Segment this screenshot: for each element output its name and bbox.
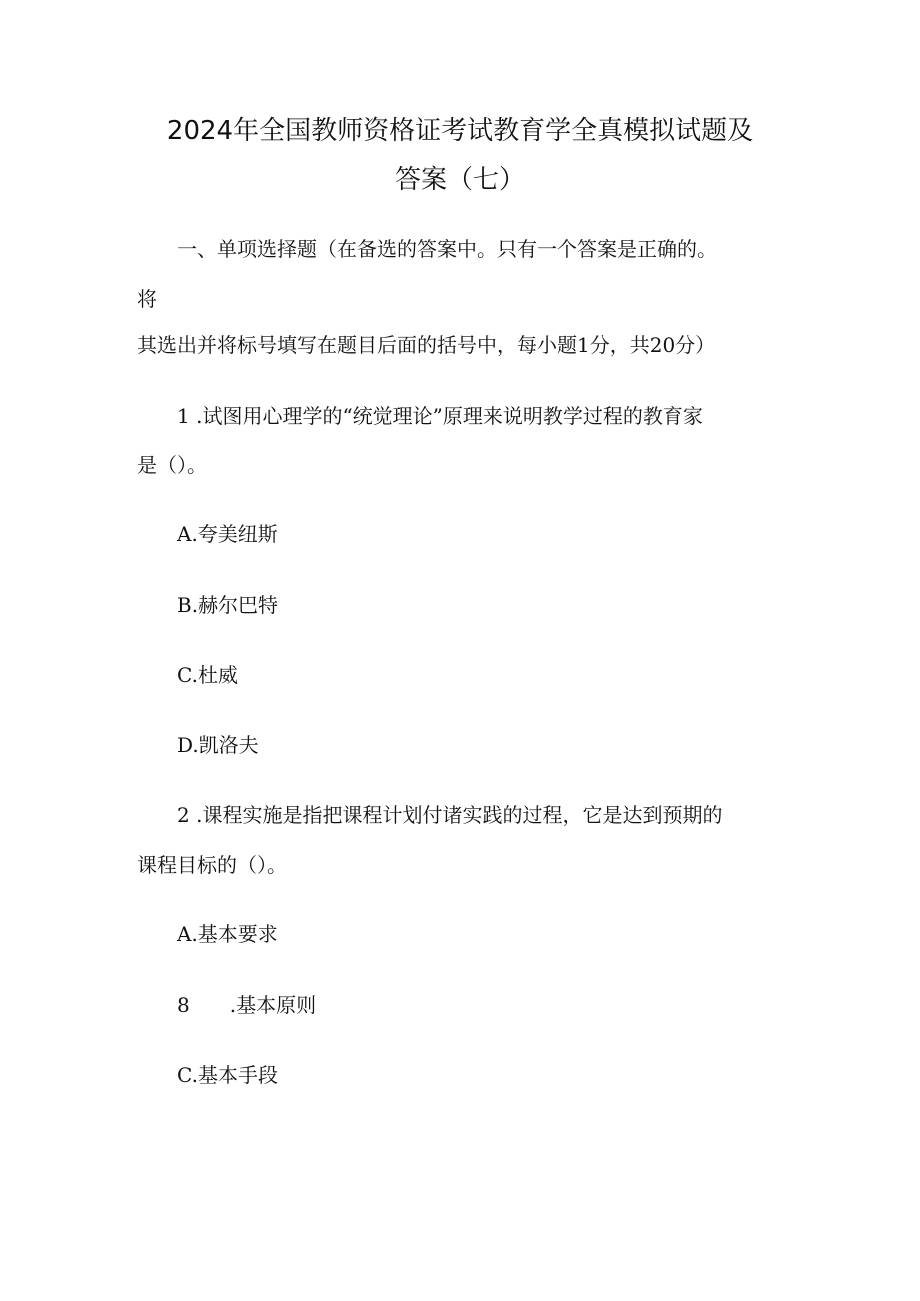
question-1-stem-line-2: 是（）。 — [137, 453, 207, 477]
question-1-option-b: B.赫尔巴特 — [177, 593, 279, 617]
question-2-option-a: A.基本要求 — [177, 922, 278, 946]
question-1-option-d: D.凯洛夫 — [177, 733, 259, 757]
question-2-option-c: C.基本手段 — [177, 1063, 278, 1087]
question-1-stem-line-1: 1 .试图用心理学的“统觉理论”原理来说明教学过程的教育家 — [177, 404, 703, 428]
section-heading-line-3: 其选出并将标号填写在题目后面的括号中，每小题1分，共20分） — [137, 333, 716, 357]
question-2-option-b — [177, 992, 316, 1018]
section-heading-line-2: 将 — [137, 287, 157, 311]
question-2-option-b-text: .基本原则 — [229, 993, 317, 1017]
question-1-option-a: A.夸美纽斯 — [177, 522, 278, 546]
document-title-line-1: 2024年全国教师资格证考试教育学全真模拟试题及 — [166, 116, 754, 146]
question-2-stem-line-1: 2 .课程实施是指把课程计划付诸实践的过程，它是达到预期的 — [177, 803, 723, 827]
question-1-option-c: C.杜威 — [177, 663, 238, 687]
section-heading-line-1: 一、单项选择题（在备选的答案中。只有一个答案是正确的。 — [177, 237, 717, 261]
question-2-stem-line-2: 课程目标的（）。 — [137, 853, 287, 877]
document-title-line-2: 答案（七） — [394, 165, 525, 195]
question-2-option-b-number: 8 — [177, 993, 190, 1017]
